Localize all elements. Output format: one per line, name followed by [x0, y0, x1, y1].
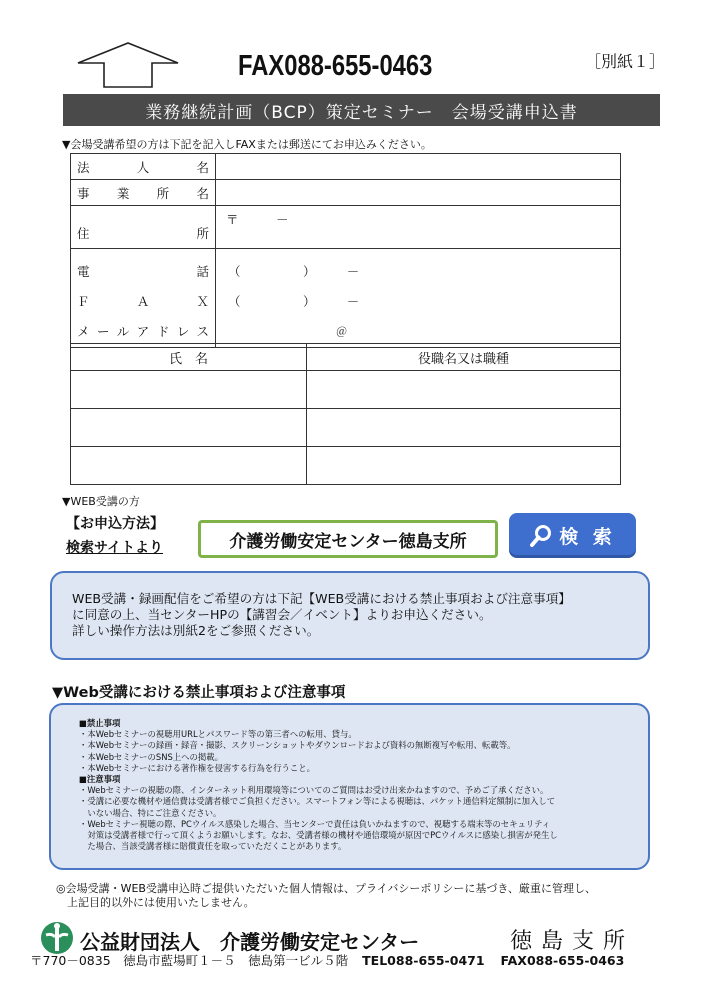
prohibited-heading: ■禁止事項	[79, 718, 121, 728]
email-label: メールアドレス	[77, 324, 209, 339]
phone-field[interactable]: （ ） －	[228, 264, 360, 279]
list-item: ・本Webセミナーにおける著作権を侵害する行為を行うこと。	[79, 762, 316, 773]
search-button-label: 検 索	[559, 526, 616, 548]
company-label: 法人名	[71, 154, 216, 180]
position-cell[interactable]	[307, 409, 621, 447]
list-item: ・受講に必要な機材や通信費は受講者様でご負担ください。スマートフォン等による視聴は、パケット通信料定額制に加入して	[79, 796, 556, 807]
fax-number-header: FAX088-655-0463	[238, 50, 433, 82]
contact-fields	[216, 249, 621, 348]
notice-line1: WEB受講・録画配信をご希望の方は下記【WEB受講における禁止事項および注意事項】	[72, 591, 571, 606]
organization-name: 公益財団法人 介護労働安定センター	[80, 930, 420, 954]
method-line1: 【お申込方法】	[66, 516, 164, 532]
rules-title: ▼Web受講における禁止事項および注意事項	[52, 685, 346, 701]
search-icon	[529, 524, 553, 548]
privacy-line2: 上記目的以外には使用いたしません。	[56, 896, 255, 909]
table-row	[71, 371, 621, 409]
position-column-header: 役職名又は職種	[307, 344, 621, 371]
branch-name: 徳島支所	[510, 929, 635, 954]
application-form	[70, 153, 621, 348]
tel-number: TEL088-655-0471	[362, 953, 485, 968]
web-notice	[50, 571, 650, 660]
name-cell[interactable]	[71, 447, 307, 485]
office-label: 事業所名	[71, 180, 216, 206]
form-instructions: ▼会場受講希望の方は下記を記入しFAXまたは郵送にてお申込みください。	[62, 138, 432, 151]
search-button[interactable]	[509, 513, 636, 558]
application-method	[66, 512, 164, 560]
list-item: た場合、当該受講者様に賠償責任を取っていただくことがあります。	[79, 841, 347, 852]
email-field[interactable]: ＠	[336, 325, 347, 338]
method-line2: 検索サイトより	[66, 540, 164, 556]
office-field[interactable]	[216, 180, 621, 206]
table-row	[71, 409, 621, 447]
rules-box	[49, 703, 650, 870]
name-column-header: 氏 名	[71, 344, 307, 371]
fax-field[interactable]: （ ） －	[228, 294, 360, 309]
postal-mark: 〒 －	[226, 212, 289, 227]
address-field[interactable]	[216, 206, 621, 249]
list-item: ・本WebセミナーのSNS上への掲載。	[79, 751, 224, 762]
organization-logo-icon	[40, 921, 74, 955]
list-item: ・Webセミナー視聴の際、PCウイルス感染した場合、当センターで責任は負いかねますので、視聴する端末等のセキュリティ	[79, 818, 551, 829]
up-arrow-icon	[74, 41, 182, 89]
list-item: ・本Webセミナーの視聴用URLとパスワード等の第三者への転用、貸与。	[79, 729, 357, 740]
attachment-label: ［別紙１］	[585, 52, 666, 71]
address-text: 〒770－0835 徳島市藍場町１－５ 徳島第一ビル５階	[30, 953, 349, 968]
contact-labels	[71, 249, 216, 348]
web-heading: ▼WEB受講の方	[62, 495, 140, 508]
phone-label: 電話	[77, 264, 209, 279]
table-row	[71, 447, 621, 485]
position-cell[interactable]	[307, 447, 621, 485]
notice-line2: に同意の上、当センターHPの【講習会／イベント】よりお申込ください。	[72, 607, 492, 622]
attendee-table	[70, 343, 621, 485]
list-item: ・Webセミナーの視聴の際、インターネット利用環境等についてのご質問はお受け出来かねますので、予めご了承ください。	[79, 785, 549, 796]
name-cell[interactable]	[71, 409, 307, 447]
address-label: 住所	[71, 206, 216, 249]
footer-address	[30, 951, 624, 969]
page-title: 業務継続計画（BCP）策定セミナー 会場受講申込書	[63, 94, 660, 126]
position-cell[interactable]	[307, 371, 621, 409]
search-input[interactable]: 介護労働安定センター徳島支所	[198, 520, 498, 558]
privacy-line1: ◎会場受講・WEB受講申込時ご提供いただいた個人情報は、プライバシーポリシーに基づき、厳重に管理し、	[56, 882, 596, 895]
list-item: ・本Webセミナーの録画・録音・撮影、スクリーンショットやダウンロードおよび資料の無断複写や転用、転載等。	[79, 740, 516, 751]
notes-heading: ■注意事項	[79, 774, 121, 785]
fax-number-footer: FAX088-655-0463	[500, 953, 625, 968]
list-item: いない場合、特にご注意ください。	[79, 807, 222, 818]
name-cell[interactable]	[71, 371, 307, 409]
notice-line3: 詳しい操作方法は別紙2をご参照ください。	[72, 623, 320, 638]
list-item: 対策は受講者様で行って頂くようお願いします。なお、受講者様の機材や通信環境が原因でPCウイルスに感染し損害が発生し	[79, 830, 558, 841]
company-field[interactable]	[216, 154, 621, 180]
privacy-notice	[56, 882, 656, 910]
fax-label: ＦＡＸ	[77, 294, 209, 309]
